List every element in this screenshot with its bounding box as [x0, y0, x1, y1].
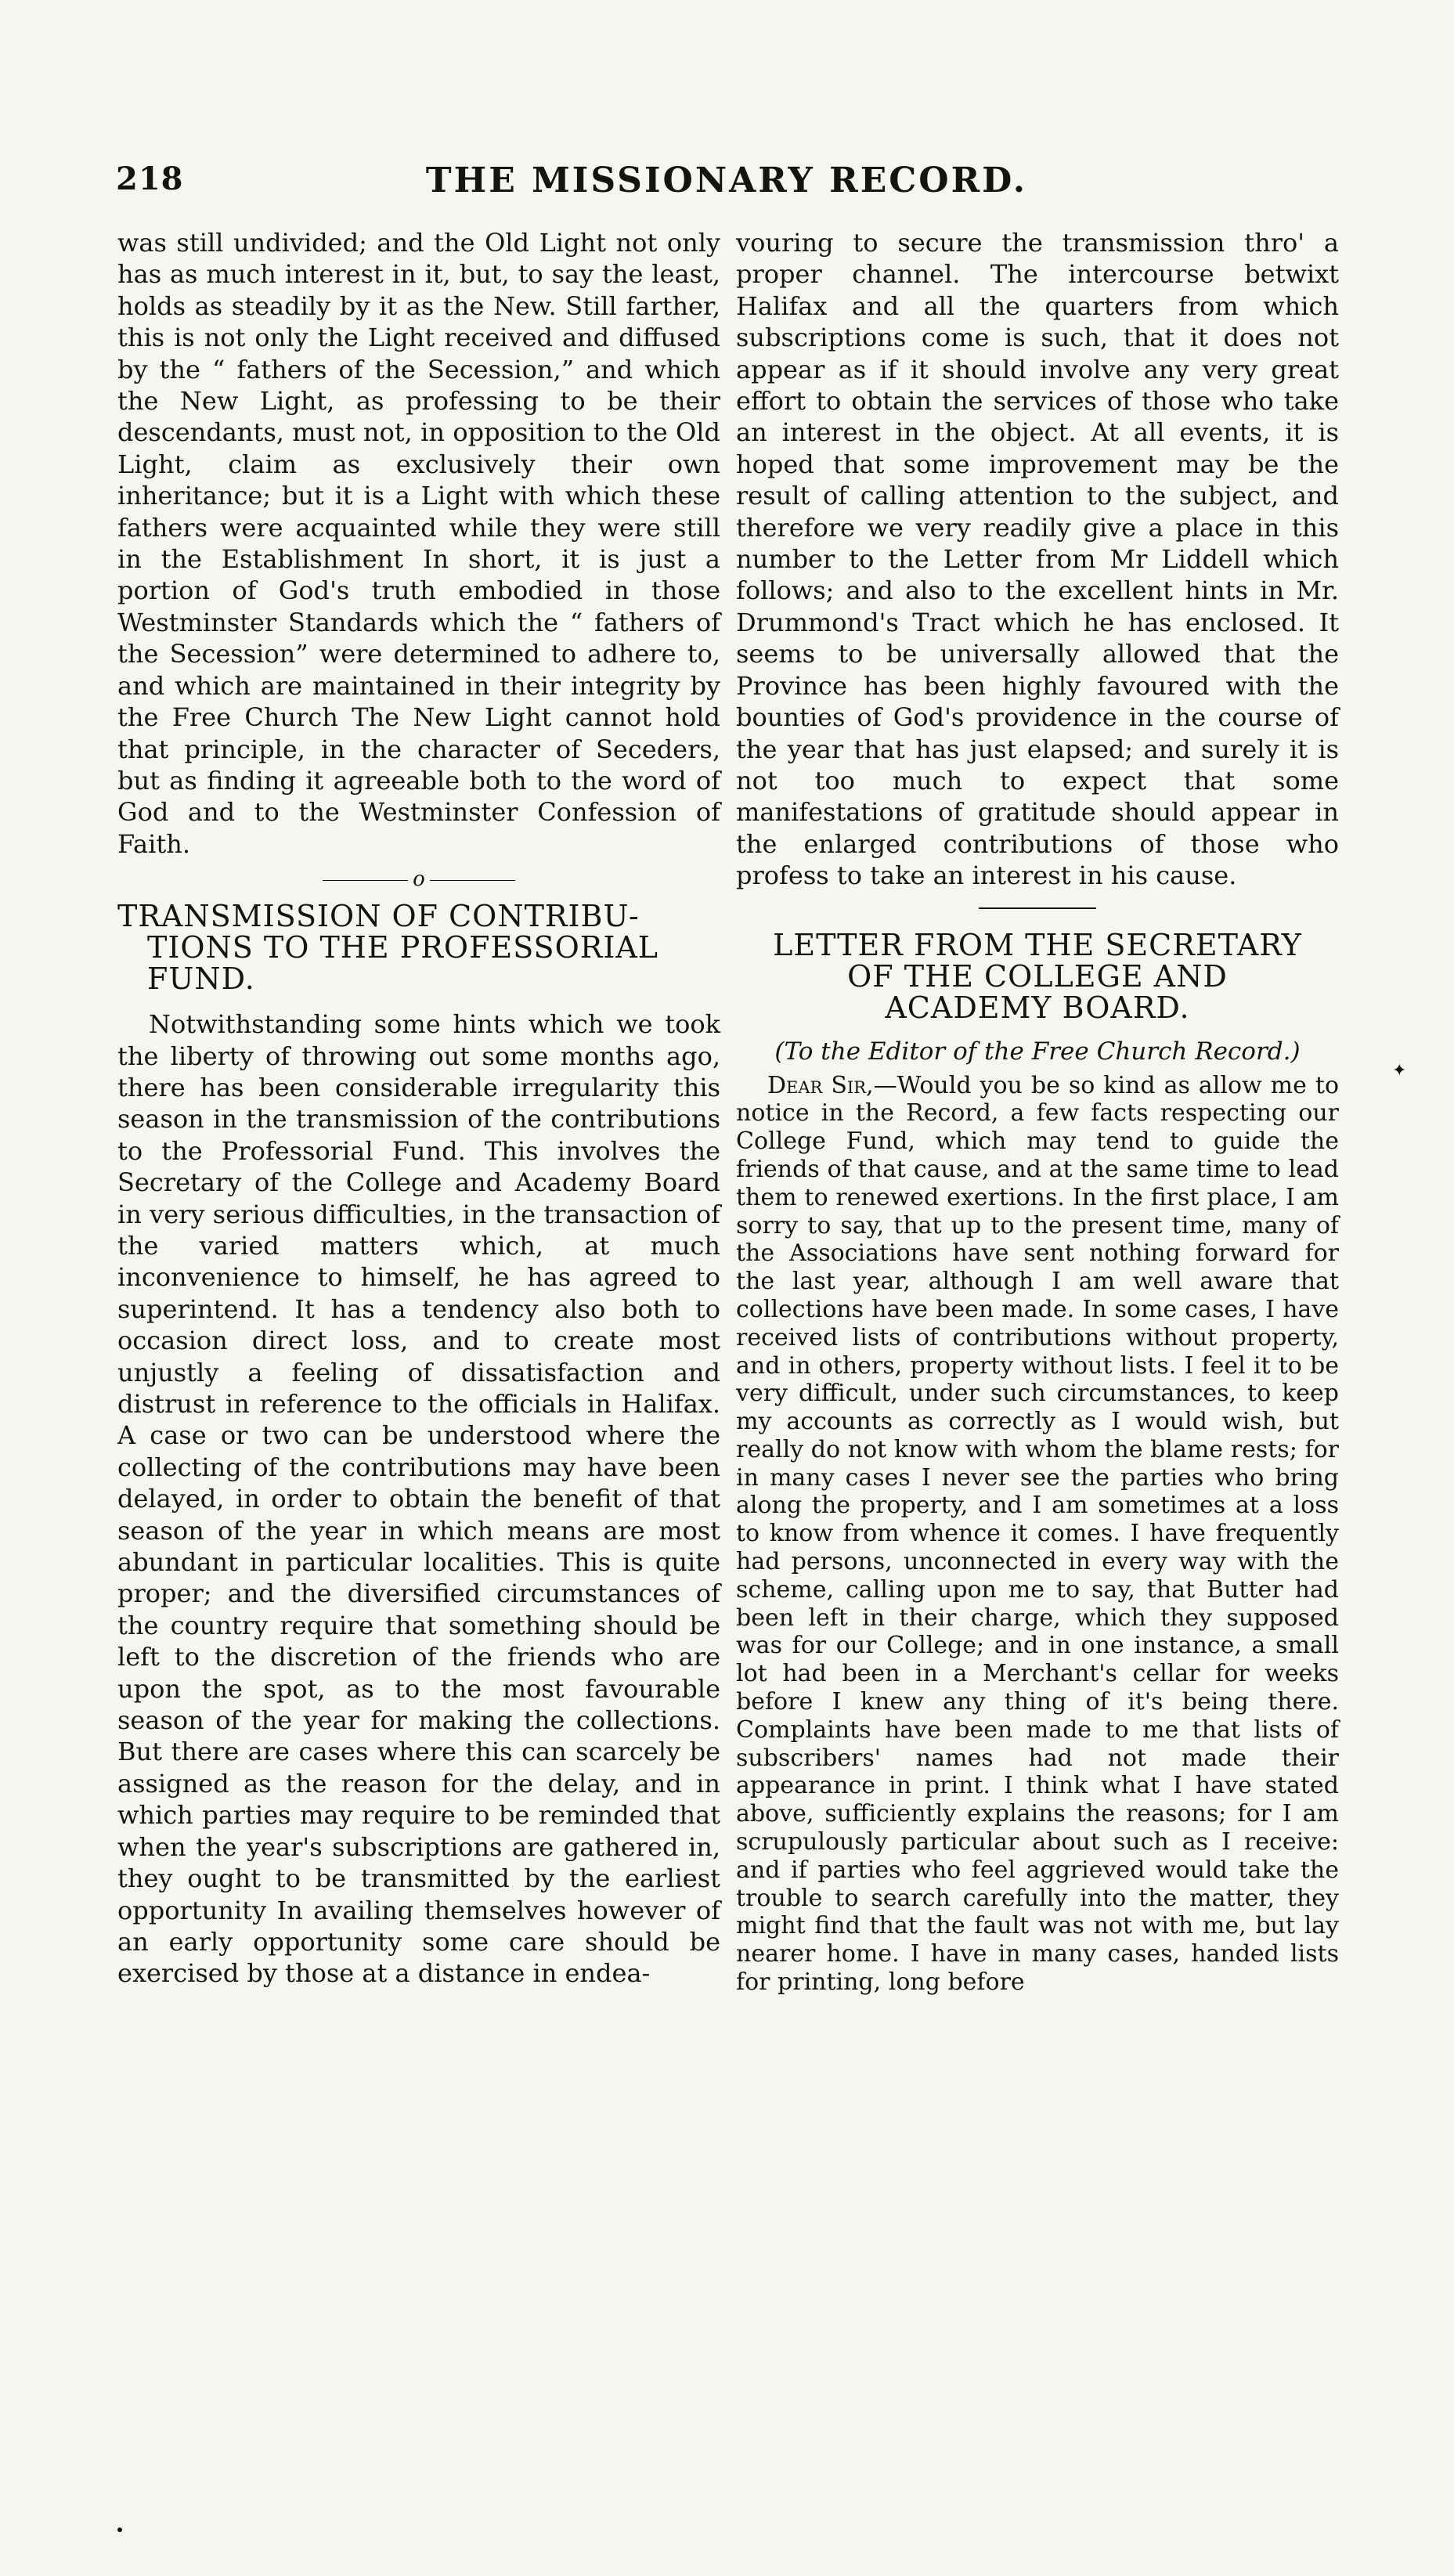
- letter-body-paragraph: [736, 1072, 1339, 1997]
- editor-address-line: (To the Editor of the Free Church Record.): [774, 1037, 1301, 1066]
- left-continuation-paragraph: was still undivided; and the Old Light not only has as much interest in it, but, to say the least, holds as steadily by it as the New. Still farther, this is not only the Light received and diffused by the “ fathers of the Secession,” and which the New Light, as professing to be their descendants, must not, in opposition to the Old Light, claim as exclusively their own inheritance; but it is a Light with which these fathers were acquainted while they were still in the Establishment In short, it is just a portion of God's truth embodied in those Westminster Standards which the “ fathers of the Secession” were determined to adhere to, and which are maintained in their integrity by the Free Church The New Light cannot hold that principle, in the character of Seceders, but as finding it agreeable both to the word of God and to the Westminster Confession of Faith.: [117, 228, 720, 859]
- right-continuation-paragraph: vouring to secure the transmission thro' a proper channel. The intercourse betwixt Halifax and all the quarters from which subscriptions come is such, that it does not appear as if it should involve any very great effort to obtain the services of those who take an interest in the object. At all events, it is hoped that some improvement may be the result of calling attention to the subject, and therefore we very readily give a place in this number to the Letter from Mr Liddell which follows; and also to the excellent hints in Mr. Drummond's Tract which he has enclosed. It seems to be universally allowed that the Province has been highly favoured with the bounties of God's providence in the course of the year that has just elapsed; and surely it is not too much to expect that some manifestations of gratitude should appear in the enlarged contributions of those who profess to take an interest in his cause.: [736, 228, 1339, 891]
- letter-body: —Would you be so kind as allow me to notice in the Record, a few facts respecting our College Fund, which may tend to guide the friends of that cause, and at the same time to lead them to renewed exertions. In the first place, I am sorry to say, that up to the present time, many of the Associations have sent nothing forward for the last year, although I am well aware that collections have been made. In some cases, I have received lists of contributions without property, and in others, property without lists. I feel it to be very difficult, under such circumstances, to keep my accounts as correctly as I would wish, but really do not know with whom the blame rests; for in many cases I never see the parties who bring along the property, and I am sometimes at a loss to know from whence it comes. I have frequently had persons, unconnected in every way with the scheme, calling upon me to say, that Butter had been left in their charge, which they supposed was for our College; and in one instance, a small lot had been in a Merchant's cellar for weeks before I knew any thing of it's being there. Complaints have been made to me that lists of subscribers' names had not made their appearance in print. I think what I have stated above, sufficiently explains the reasons; for I am scrupulously particular about such as I receive: and if parties who feel aggrieved would take the trouble to search carefully into the matter, they might find that the fault was not with me, but lay nearer home. I have in many cases, handed lists for printing, long before: [736, 1071, 1340, 1997]
- salutation: Dear Sir,: [767, 1071, 874, 1099]
- left-column: [117, 227, 720, 1997]
- right-column: [736, 227, 1339, 1997]
- heading-line: ACADEMY BOARD.: [885, 990, 1190, 1025]
- article-columns: [117, 227, 1339, 1997]
- heading-line: FUND.: [147, 961, 255, 997]
- separator-ornament: o: [408, 868, 430, 891]
- transmission-heading: [117, 899, 720, 997]
- margin-dot: [117, 2527, 122, 2532]
- running-head: [116, 161, 1337, 207]
- heading-line: TRANSMISSION OF CONTRIBU-: [117, 899, 640, 934]
- section-divider: [979, 907, 1096, 909]
- letter-heading: [736, 929, 1339, 1023]
- letter-text: [736, 1072, 1339, 1997]
- page-number: 218: [116, 161, 184, 197]
- journal-title: THE MISSIONARY RECORD.: [425, 161, 1028, 200]
- heading-line: LETTER FROM THE SECRETARY: [773, 927, 1302, 962]
- heading-line: TIONS TO THE PROFESSORIAL: [147, 930, 659, 965]
- transmission-body-paragraph: Notwithstanding some hints which we took the liberty of throwing out some months ago, there has been considerable irregularity this season in the transmission of the contributions to the Professorial Fund. This involves the Secretary of the College and Academy Board in very serious difficulties, in the transaction of the varied matters which, at much inconvenience to himself, he has agreed to superintend. It has a tendency also both to occasion direct loss, and to create most unjustly a feeling of dissatisfaction and distrust in reference to the officials in Halifax. A case or two can be understood where the collecting of the contributions may have been delayed, in order to obtain the benefit of that season of the year in which means are most abundant in particular localities. This is quite proper; and the diversified circumstances of the country require that something should be left to the discretion of the friends who are upon the spot, as to the most favourable season of the year for making the collections. But there are cases where this can scarcely be assigned as the reason for the delay, and in which parties may require to be reminded that when the year's subscriptions are gathered in, they ought to be transmitted by the earliest opportunity In availing themselves however of an early opportunity some care should be exercised by those at a distance in endea-: [117, 1009, 720, 1989]
- section-separator: [117, 868, 720, 891]
- heading-line: OF THE COLLEGE AND: [847, 958, 1228, 994]
- margin-mark: ✦: [1392, 1061, 1407, 1081]
